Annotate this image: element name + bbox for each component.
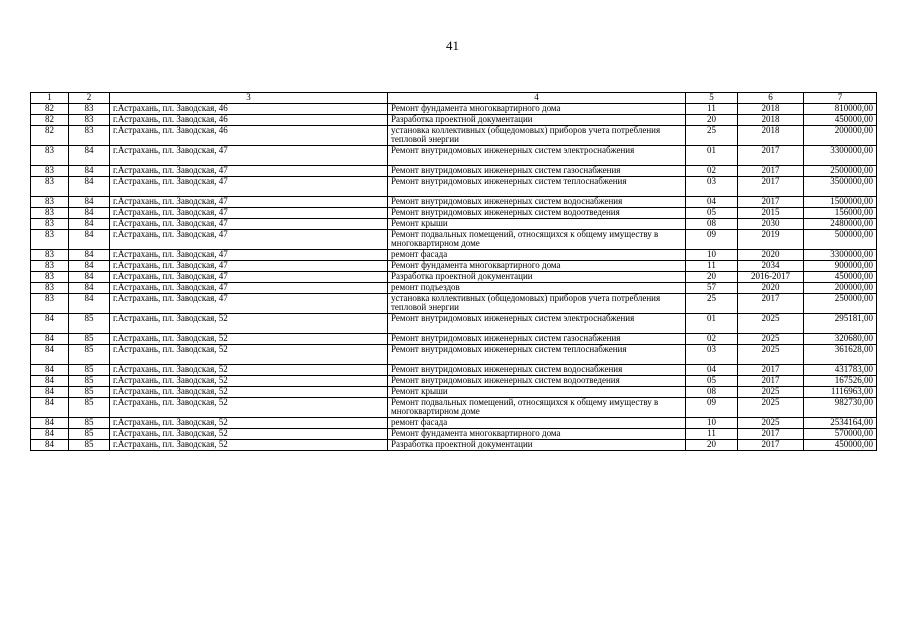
cell-cost: 3500000,00	[804, 177, 877, 197]
cell-item-number: 84	[31, 387, 69, 398]
cell-house-number: 83	[69, 115, 110, 126]
cell-work-code: 05	[686, 376, 738, 387]
cell-item-number: 84	[31, 418, 69, 429]
cell-house-number: 84	[69, 219, 110, 230]
cell-address: г.Астрахань, пл. Заводская, 47	[110, 197, 388, 208]
cell-item-number: 83	[31, 166, 69, 177]
cell-item-number: 83	[31, 177, 69, 197]
cell-year: 2025	[738, 334, 804, 345]
header-cell-1: 1	[31, 93, 69, 104]
cell-cost: 900000,00	[804, 261, 877, 272]
cell-year: 2017	[738, 146, 804, 166]
cell-cost: 295181,00	[804, 314, 877, 334]
cell-address: г.Астрахань, пл. Заводская, 46	[110, 104, 388, 115]
cell-house-number: 85	[69, 345, 110, 365]
cell-house-number: 84	[69, 197, 110, 208]
page-number: 41	[446, 38, 459, 53]
cell-work-code: 11	[686, 261, 738, 272]
cell-work-code: 25	[686, 294, 738, 314]
table-body	[31, 104, 877, 451]
cell-cost: 450000,00	[804, 115, 877, 126]
table-row	[31, 261, 877, 272]
header-cell-7: 7	[804, 93, 877, 104]
cell-year: 2017	[738, 166, 804, 177]
cell-year: 2018	[738, 126, 804, 146]
header-cell-4: 4	[388, 93, 686, 104]
cell-year: 2025	[738, 387, 804, 398]
table-row	[31, 398, 877, 418]
cell-cost: 156000,00	[804, 208, 877, 219]
cell-address: г.Астрахань, пл. Заводская, 47	[110, 166, 388, 177]
cell-work-type: Ремонт крыши	[388, 387, 686, 398]
table-row	[31, 387, 877, 398]
cell-house-number: 85	[69, 398, 110, 418]
table-row	[31, 283, 877, 294]
cell-address: г.Астрахань, пл. Заводская, 52	[110, 365, 388, 376]
cell-work-code: 01	[686, 314, 738, 334]
cell-address: г.Астрахань, пл. Заводская, 47	[110, 146, 388, 166]
cell-address: г.Астрахань, пл. Заводская, 47	[110, 230, 388, 250]
cell-work-code: 09	[686, 230, 738, 250]
cell-work-type: Разработка проектной документации	[388, 115, 686, 126]
cell-cost: 361628,00	[804, 345, 877, 365]
cell-year: 2017	[738, 294, 804, 314]
table-row	[31, 272, 877, 283]
cell-house-number: 84	[69, 283, 110, 294]
cell-year: 2019	[738, 230, 804, 250]
cell-item-number: 82	[31, 115, 69, 126]
cell-cost: 320680,00	[804, 334, 877, 345]
cell-work-code: 02	[686, 166, 738, 177]
cell-cost: 2534164,00	[804, 418, 877, 429]
cell-item-number: 83	[31, 219, 69, 230]
cell-address: г.Астрахань, пл. Заводская, 47	[110, 208, 388, 219]
cell-address: г.Астрахань, пл. Заводская, 47	[110, 250, 388, 261]
cell-work-type: ремонт фасада	[388, 250, 686, 261]
table-row	[31, 345, 877, 365]
table-row	[31, 250, 877, 261]
cell-item-number: 82	[31, 126, 69, 146]
cell-work-type: установка коллективных (общедомовых) приборов учета потребления тепловой энергии	[388, 294, 686, 314]
cell-year: 2017	[738, 376, 804, 387]
cell-year: 2017	[738, 197, 804, 208]
header-cell-2: 2	[69, 93, 110, 104]
cell-work-type: Ремонт внутридомовых инженерных систем теплоснабжения	[388, 177, 686, 197]
cell-house-number: 84	[69, 146, 110, 166]
cell-work-type: Ремонт внутридомовых инженерных систем газоснабжения	[388, 334, 686, 345]
cell-work-code: 20	[686, 440, 738, 451]
cell-item-number: 83	[31, 272, 69, 283]
cell-work-code: 10	[686, 418, 738, 429]
cell-work-type: Ремонт внутридомовых инженерных систем водоотведения	[388, 208, 686, 219]
cell-work-type: Разработка проектной документации	[388, 272, 686, 283]
table-row	[31, 230, 877, 250]
cell-house-number: 85	[69, 440, 110, 451]
cell-house-number: 84	[69, 250, 110, 261]
header-cell-6: 6	[738, 93, 804, 104]
cell-item-number: 84	[31, 398, 69, 418]
cell-house-number: 84	[69, 208, 110, 219]
cell-house-number: 85	[69, 365, 110, 376]
cell-cost: 3300000,00	[804, 146, 877, 166]
cell-year: 2030	[738, 219, 804, 230]
cell-item-number: 83	[31, 230, 69, 250]
cell-year: 2015	[738, 208, 804, 219]
cell-house-number: 84	[69, 294, 110, 314]
cell-address: г.Астрахань, пл. Заводская, 52	[110, 314, 388, 334]
cell-address: г.Астрахань, пл. Заводская, 47	[110, 177, 388, 197]
cell-house-number: 85	[69, 376, 110, 387]
cell-cost: 1500000,00	[804, 197, 877, 208]
cell-item-number: 82	[31, 104, 69, 115]
cell-item-number: 84	[31, 376, 69, 387]
cell-cost: 250000,00	[804, 294, 877, 314]
cell-year: 2017	[738, 429, 804, 440]
cell-work-type: Ремонт внутридомовых инженерных систем водоснабжения	[388, 197, 686, 208]
cell-work-type: ремонт фасада	[388, 418, 686, 429]
cell-work-code: 09	[686, 398, 738, 418]
cell-cost: 450000,00	[804, 440, 877, 451]
table-row	[31, 294, 877, 314]
cell-address: г.Астрахань, пл. Заводская, 52	[110, 429, 388, 440]
cell-cost: 431783,00	[804, 365, 877, 376]
cell-cost: 2480000,00	[804, 219, 877, 230]
cell-year: 2020	[738, 250, 804, 261]
header-cell-5: 5	[686, 93, 738, 104]
cell-year: 2016-2017	[738, 272, 804, 283]
table-row	[31, 146, 877, 166]
cell-work-code: 20	[686, 272, 738, 283]
cell-item-number: 83	[31, 197, 69, 208]
cell-house-number: 85	[69, 314, 110, 334]
table-row	[31, 334, 877, 345]
cell-work-type: Ремонт подвальных помещений, относящихся к общему имуществу в многоквартирном доме	[388, 398, 686, 418]
cell-address: г.Астрахань, пл. Заводская, 46	[110, 126, 388, 146]
cell-work-type: Ремонт внутридомовых инженерных систем газоснабжения	[388, 166, 686, 177]
cell-item-number: 83	[31, 146, 69, 166]
cell-address: г.Астрахань, пл. Заводская, 52	[110, 334, 388, 345]
cell-address: г.Астрахань, пл. Заводская, 47	[110, 283, 388, 294]
table-row	[31, 314, 877, 334]
table-row	[31, 115, 877, 126]
cell-work-type: установка коллективных (общедомовых) приборов учета потребления тепловой энергии	[388, 126, 686, 146]
cell-item-number: 83	[31, 208, 69, 219]
cell-cost: 982730,00	[804, 398, 877, 418]
table-row	[31, 365, 877, 376]
cell-cost: 1116963,00	[804, 387, 877, 398]
cell-cost: 450000,00	[804, 272, 877, 283]
cell-work-code: 57	[686, 283, 738, 294]
cell-work-code: 05	[686, 208, 738, 219]
cell-cost: 810000,00	[804, 104, 877, 115]
cell-work-type: Ремонт фундамента многоквартирного дома	[388, 261, 686, 272]
cell-year: 2018	[738, 104, 804, 115]
cell-item-number: 84	[31, 365, 69, 376]
cell-house-number: 83	[69, 126, 110, 146]
cell-work-code: 04	[686, 365, 738, 376]
cell-year: 2025	[738, 418, 804, 429]
cell-work-code: 01	[686, 146, 738, 166]
cell-cost: 570000,00	[804, 429, 877, 440]
cell-address: г.Астрахань, пл. Заводская, 46	[110, 115, 388, 126]
cell-item-number: 83	[31, 283, 69, 294]
cell-work-code: 03	[686, 345, 738, 365]
cell-work-code: 03	[686, 177, 738, 197]
cell-work-code: 02	[686, 334, 738, 345]
cell-cost: 500000,00	[804, 230, 877, 250]
cell-year: 2020	[738, 283, 804, 294]
cell-work-code: 25	[686, 126, 738, 146]
cell-work-type: Ремонт внутридомовых инженерных систем водоотведения	[388, 376, 686, 387]
cell-house-number: 83	[69, 104, 110, 115]
table-row	[31, 418, 877, 429]
table-header	[31, 93, 877, 104]
cell-house-number: 85	[69, 334, 110, 345]
cell-item-number: 83	[31, 294, 69, 314]
cell-work-code: 04	[686, 197, 738, 208]
cell-house-number: 84	[69, 166, 110, 177]
cell-item-number: 83	[31, 250, 69, 261]
works-table	[30, 92, 877, 451]
cell-house-number: 84	[69, 272, 110, 283]
cell-work-type: Ремонт внутридомовых инженерных систем электроснабжения	[388, 146, 686, 166]
cell-address: г.Астрахань, пл. Заводская, 52	[110, 398, 388, 418]
cell-year: 2017	[738, 440, 804, 451]
cell-house-number: 85	[69, 387, 110, 398]
cell-address: г.Астрахань, пл. Заводская, 52	[110, 440, 388, 451]
cell-year: 2018	[738, 115, 804, 126]
cell-house-number: 84	[69, 261, 110, 272]
table-row	[31, 104, 877, 115]
cell-work-code: 10	[686, 250, 738, 261]
cell-year: 2017	[738, 365, 804, 376]
table-row	[31, 429, 877, 440]
cell-cost: 2500000,00	[804, 166, 877, 177]
cell-item-number: 83	[31, 261, 69, 272]
cell-work-type: Ремонт фундамента многоквартирного дома	[388, 429, 686, 440]
cell-work-type: Ремонт внутридомовых инженерных систем водоснабжения	[388, 365, 686, 376]
cell-work-code: 11	[686, 104, 738, 115]
cell-address: г.Астрахань, пл. Заводская, 47	[110, 272, 388, 283]
cell-item-number: 84	[31, 314, 69, 334]
cell-work-code: 08	[686, 387, 738, 398]
table-row	[31, 219, 877, 230]
cell-work-type: ремонт подъездов	[388, 283, 686, 294]
cell-work-type: Ремонт внутридомовых инженерных систем теплоснабжения	[388, 345, 686, 365]
cell-address: г.Астрахань, пл. Заводская, 47	[110, 294, 388, 314]
cell-address: г.Астрахань, пл. Заводская, 52	[110, 345, 388, 365]
table-row	[31, 208, 877, 219]
cell-address: г.Астрахань, пл. Заводская, 47	[110, 219, 388, 230]
table-row	[31, 440, 877, 451]
cell-year: 2025	[738, 398, 804, 418]
cell-year: 2034	[738, 261, 804, 272]
cell-work-type: Ремонт внутридомовых инженерных систем электроснабжения	[388, 314, 686, 334]
cell-address: г.Астрахань, пл. Заводская, 52	[110, 387, 388, 398]
table-row	[31, 197, 877, 208]
cell-house-number: 84	[69, 177, 110, 197]
cell-address: г.Астрахань, пл. Заводская, 52	[110, 418, 388, 429]
cell-work-code: 20	[686, 115, 738, 126]
cell-item-number: 84	[31, 429, 69, 440]
cell-address: г.Астрахань, пл. Заводская, 52	[110, 376, 388, 387]
table-row	[31, 166, 877, 177]
cell-work-code: 08	[686, 219, 738, 230]
cell-house-number: 84	[69, 230, 110, 250]
table-row	[31, 177, 877, 197]
cell-item-number: 84	[31, 345, 69, 365]
cell-cost: 200000,00	[804, 126, 877, 146]
cell-year: 2025	[738, 345, 804, 365]
header-cell-3: 3	[110, 93, 388, 104]
cell-item-number: 84	[31, 334, 69, 345]
cell-work-type: Разработка проектной документации	[388, 440, 686, 451]
table-row	[31, 376, 877, 387]
cell-address: г.Астрахань, пл. Заводская, 47	[110, 261, 388, 272]
cell-work-type: Ремонт фундамента многоквартирного дома	[388, 104, 686, 115]
cell-item-number: 84	[31, 440, 69, 451]
cell-house-number: 85	[69, 429, 110, 440]
cell-cost: 200000,00	[804, 283, 877, 294]
cell-work-type: Ремонт подвальных помещений, относящихся к общему имуществу в многоквартирном доме	[388, 230, 686, 250]
cell-cost: 167526,00	[804, 376, 877, 387]
cell-work-code: 11	[686, 429, 738, 440]
table-row	[31, 126, 877, 146]
cell-house-number: 85	[69, 418, 110, 429]
cell-year: 2017	[738, 177, 804, 197]
cell-cost: 3300000,00	[804, 250, 877, 261]
header-row	[31, 93, 877, 104]
cell-work-type: Ремонт крыши	[388, 219, 686, 230]
cell-year: 2025	[738, 314, 804, 334]
